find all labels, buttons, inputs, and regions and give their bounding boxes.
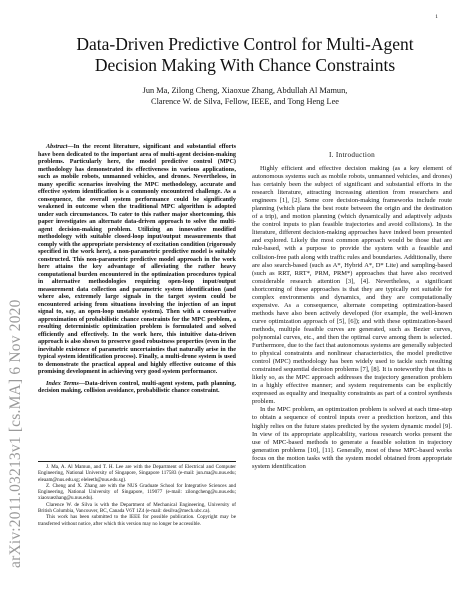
intro-paragraph-2: In the MPC problem, an optimization problem is solved at each time-step to obtain a sequence of control inputs over a prediction horizon, and this highly relies on the future states predicted by the system dynamic model [9]. In view of its appropriate applicability, various research works present the use of MPC-based methods to generate a feasible solution in trajectory generation problems [10], [11]. Generally, most of these MPC-based works focus on the motion tasks with the system model obtained from appropriate system identification (252, 406, 452, 470)
section-heading: I. Introduction (328, 151, 376, 159)
footnotes (38, 461, 236, 527)
left-column (38, 143, 236, 395)
author-list (40, 85, 450, 107)
footnote-affiliation-2: Z. Cheng and X. Zhang are with the NUS Graduate School for Integrative Sciences and Engineering, National University of Singapore, 119077 (e-mail: zilongcheng@u.nus.edu; xiaoxuezhang@u.nus.edu). (38, 482, 236, 502)
title-line-2: Decision Making With Chance Constraints (94, 55, 396, 75)
index-terms-text: —Data-driven control, multi-agent system, path planning, decision making, collision avoidance, probabilistic chance constraint. (38, 379, 236, 394)
index-terms-label: Index Terms (46, 379, 79, 387)
index-terms (38, 380, 236, 395)
footnote-affiliation-1: J. Ma, A. Al Mamun, and T. H. Lee are with the Department of Electrical and Computer Engineering, National University of Singapore, Singapore 117583 (e-mail: jun.ma@u.nus.edu; eleaam@nus.edu.sg; eleleeth@nus.edu.sg). (38, 464, 236, 483)
page-number: 1 (435, 14, 438, 20)
authors-line-1: Jun Ma, Zilong Cheng, Xiaoxue Zhang, Abdullah Al Mamun, (142, 86, 348, 95)
abstract-label: Abstract (46, 143, 68, 150)
arxiv-sidebar (4, 108, 24, 568)
authors-line-2: Clarence W. de Silva, Fellow, IEEE, and Tong Heng Lee (151, 97, 339, 106)
paper-title (40, 34, 450, 76)
arxiv-identifier[interactable]: arXiv:2011.03213v1 [cs.MA] 6 Nov 2020 (7, 299, 24, 568)
footnote-copyright: This work has been submitted to the IEEE for possible publication. Copyright may be transferred without notice, after which this version may no longer be accessible. (38, 514, 236, 527)
abstract-text: —In the recent literature, significant and substantial efforts have been dedicated to the important area of multi-agent decision-making problems. Particularly here, the model predictive control (MPC) methodology has demonstrated its effectiveness in various applications, such as mobile robots, unmanned vehicles, and drones. Nevertheless, in many specific scenarios involving the MPC methodology, accurate and effective system identification is a commonly encountered challenge. As a consequence, the overall system performance could be significantly weakened in outcome when the traditional MPC algorithm is adopted under such circumstances. To cater to this rather major shortcoming, this paper investigates an alternate data-driven approach to solve the multi-agent decision-making problem. Utilizing an innovative modified methodology with suitable closed-loop input/output measurements that comply with the appropriate persistency of excitation condition (rigorously specified in the work here), a non-parametric predictive model is suitably constructed. This non-parametric predictive model approach in the work here attains the key advantage of alleviating the rather heavy computational burden encountered in the optimization procedures typical in alternative methodologies requiring open-loop input/output measurement data collection and parametric system identification (and where also, extremely large signals in the target system could be encountered arising from situations involving the injection of an input signal to, say, an open-loop unstable system). Then with a conservative approximation of probabilistic chance constraints for the MPC problem, a resulting deterministic optimization problem is formulated and solved efficiently and effectively. In the work here, this intuitive data-driven approach is also shown to preserve good robustness properties (even in the inevitable existence of parametric uncertainties that naturally arise in the typical system identification process). Finally, a multi-drone system is used to demonstrate the practical appeal and highly effective outcome of this promising development in achieving very good system performance. (38, 143, 236, 375)
intro-paragraph-1: Highly efficient and effective decision making (as a key element of autonomous systems such as mobile robots, unmanned vehicles, and drones) has certainly been the subject of significant and substantial efforts in the research literature, attracting increasing attention from researchers and engineers [1], [2]. Some core decision-making frameworks include route planning (which plans the best route between the origin and the destination of a trip), and motion planning (which dynamically and adaptively adjusts the control inputs to plan feasible trajectories and avoid collisions). In the literature, different decision-making approaches have indeed been presented and explored. Likely the most common approach would be those that are rule-based, with a purpose to provide the system with a feasible and collision-free path along with traffic rules and boundaries. Additionally, there are also search-based (such as A*, Hybrid A*, D* Lite) and sampling-based (such as RRT, RRT*, PRM, PRM*) approaches that have also received considerable research attention [3], [4]. Nevertheless, a significant shortcoming of these approaches is that they are typically not suitable for complex environments and dynamics, and they are computationally expensive. As a consequence, alternate competing optimization-based methods have also been actively developed (for example, the well-known curve optimization approach of [5], [6]); and with these optimization-based methods, multiple feasible curves are generated, such as Bezier curves, polynomial curves, etc., and then the optimal curve among them is selected. Furthermore, due to the fact that autonomous systems are generally subjected to physical constraints and nonlinear characteristics, the model predictive control (MPC) methodology has been widely used to tackle such resulting constrained sequential decision problems [7], [8]. It is noteworthy that this is likely so, as the MPC approach addresses the trajectory generation problem in a highly effective manner; and system requirements can be explicitly expressed as equality and inequality constraints as part of a control synthesis problem. (252, 165, 452, 406)
title-line-1: Data-Driven Predictive Control for Multi-Agent (76, 34, 414, 54)
abstract (38, 143, 236, 376)
right-column (252, 143, 452, 471)
footnote-affiliation-3: Clarence W. de Silva is with the Department of Mechanical Engineering, University of British Columbia, Vancouver, BC, Canada V6T 1Z4 (e-mail: desilva@mech.ubc.ca). (38, 501, 236, 515)
